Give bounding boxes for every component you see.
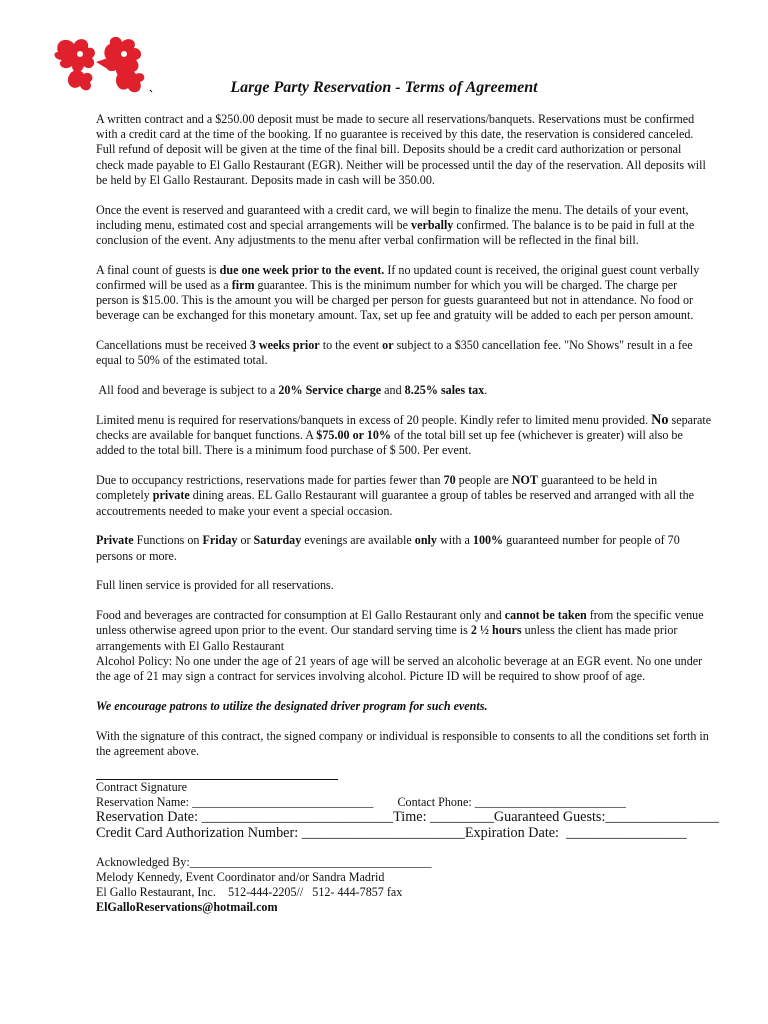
paragraph-limited-menu <box>96 413 712 459</box>
paragraph-text: confirmed. The balance is to be paid in full at the conclusion of the event. Any adjustments to the menu after verbal confirmation will be reflected in the final bill. <box>96 217 695 248</box>
reservation-name-field[interactable]: ______________________________ <box>192 795 374 810</box>
paragraph-text: If no updated count is received, the original guest count verbally confirmed will be used as a <box>96 262 700 293</box>
emphasis-text: or <box>382 338 394 353</box>
coordinator-name: Melody Kennedy, Event Coordinator and/or Sandra Madrid <box>96 870 385 885</box>
emphasis-text: No <box>651 412 669 429</box>
paragraph-text: evenings are available <box>301 533 415 548</box>
guaranteed-guests-field[interactable]: ___________ <box>605 809 684 826</box>
emphasis-text: due one week prior to the event. <box>219 262 385 277</box>
emphasis-text: Friday <box>202 533 238 548</box>
emphasis-text: 20% Service charge <box>278 383 382 398</box>
paragraph-signature-consent <box>96 729 712 759</box>
paragraph-guest-count <box>96 263 712 324</box>
paragraph-occupancy <box>96 473 712 519</box>
paragraph-text: dining areas. EL Gallo Restaurant will guarantee a group of tables be reserved and arranged with all the accoutrements needed to make your event a special occasion. <box>96 488 694 518</box>
paragraph-text: and <box>381 383 405 398</box>
paragraph-text: Due to occupancy restrictions, reservations made for parties fewer than <box>96 473 444 488</box>
paragraph-text: people are <box>455 473 512 488</box>
reservation-name-row <box>96 795 712 810</box>
contact-phone-field[interactable]: _________________________ <box>474 795 626 810</box>
paragraph-text: guarantee. This is the minimum number for which you will be charged. The charge per person is $15.00. This is the amount you will be charged per person for guests guaranteed but not in attendance. No food or beverage can be exchanged for this monetary amount. Tax, set up fee and gratuity will be added to each per person amount. <box>96 278 694 323</box>
guaranteed-guests-label: Guaranteed Guests: <box>493 809 606 826</box>
signature-form <box>96 779 719 916</box>
credit-card-label: Credit Card Authorization Number: <box>96 824 302 841</box>
paragraph-text: to the event <box>319 338 383 353</box>
alcohol-policy-text: Alcohol Policy: No one under the age of 21 years of age will be served an alcoholic beverage at an EGR event. No one under the age of 21 may sign a contract for services involving alcohol. Picture ID will be required to show proof of age. <box>96 653 703 684</box>
paragraph-text: guaranteed number for people of 70 persons or more. <box>96 533 680 563</box>
paragraph-text: separate checks are available for banquet functions. A <box>96 413 712 443</box>
paragraph-text: Functions on <box>133 533 203 548</box>
emphasis-text: only <box>414 533 437 548</box>
paragraph-text: guaranteed to be held in completely <box>96 473 658 503</box>
acknowledged-row <box>96 855 712 870</box>
emphasis-text: 3 weeks prior <box>249 338 320 353</box>
reservation-date-label: Reservation Date: <box>96 809 202 826</box>
paragraph-text: or <box>237 533 254 548</box>
reservation-date-field[interactable]: _________________________ <box>201 809 379 826</box>
emphasis-text: Private <box>96 533 134 548</box>
page-title: Large Party Reservation - Terms of Agreement <box>230 79 538 96</box>
emphasis-text: 8.25% sales tax <box>404 383 485 398</box>
emphasis-text: cannot be taken <box>504 608 587 623</box>
reservation-email-link[interactable]: ElGalloReservations@hotmail.com <box>96 900 278 915</box>
contact-phone-label: Contact Phone: <box>397 795 475 810</box>
emphasis-text: 70 <box>443 473 456 488</box>
paragraph-text: unless the client has made prior arrangements with El Gallo Restaurant <box>96 623 678 653</box>
agreement-body <box>96 112 719 916</box>
designated-driver-note: We encourage patrons to utilize the designated driver program for such events. <box>96 698 488 713</box>
emphasis-text: private <box>152 488 190 503</box>
reservation-name-label: Reservation Name: <box>96 795 193 810</box>
paragraph-deposit <box>96 112 712 188</box>
paragraph-text: Limited menu is required for reservations/banquets in excess of 20 people. Kindly refer to limited menu provided. <box>96 413 652 428</box>
paragraph-text: With the signature of this contract, the signed company or individual is responsible to consents to all the conditions set forth in the agreement above. <box>96 728 709 758</box>
emphasis-text: firm <box>231 278 255 293</box>
credit-card-field[interactable]: _______________________ <box>301 824 465 841</box>
time-label: __Time: <box>378 809 431 826</box>
emphasis-text: NOT <box>511 473 538 488</box>
paragraph-linen <box>96 578 712 593</box>
expiration-date-field[interactable]: _________________ <box>566 824 687 841</box>
paragraph-text: Food and beverages are contracted for consumption at El Gallo Restaurant only and <box>96 608 505 623</box>
emphasis-text: verbally <box>411 217 454 232</box>
paragraph-private-functions <box>96 533 712 563</box>
contract-signature-label: Contract Signature <box>96 780 188 795</box>
credit-card-row <box>96 826 712 841</box>
acknowledged-field[interactable]: ________________________________________ <box>189 854 432 869</box>
paragraph-text: Cancellations must be received <box>96 338 250 353</box>
paragraph-menu <box>96 203 712 249</box>
emphasis-text: $75.00 or 10% <box>316 428 391 443</box>
paragraph-text: A final count of guests is <box>96 262 220 277</box>
expiration-date-label: Expiration Date: <box>464 824 567 841</box>
paragraph-food-alcohol <box>96 608 712 684</box>
paragraph-text: of the total bill set up fee (whichever is greater) will also be added to the total bill. There is a minimum food purchase of $ 500. Per event. <box>96 428 683 458</box>
paragraph-text: Full linen service is provided for all reservations. <box>96 578 334 593</box>
emphasis-text: 100% <box>472 533 504 548</box>
paragraph-text: subject to a $350 cancellation fee. "No Shows" result in a fee equal to 50% of the estimated total. <box>96 338 693 368</box>
paragraph-text: All food and beverage is subject to a <box>96 383 279 398</box>
paragraph-text: from the specific venue unless otherwise agreed upon prior to the event. Our standard serving time is <box>96 608 704 638</box>
acknowledged-label: Acknowledged By: <box>96 854 190 869</box>
paragraph-cancellations <box>96 338 712 368</box>
paragraph-text: with a <box>436 533 473 548</box>
paragraph-text: . <box>484 383 488 398</box>
company-contact: El Gallo Restaurant, Inc. 512-444-2205// 512- 444-7857 fax <box>96 885 403 900</box>
emphasis-text: Saturday <box>253 533 302 548</box>
reservation-date-row <box>96 809 719 826</box>
time-field[interactable]: _________ <box>430 809 494 826</box>
guaranteed-guests-tail: _____ <box>683 809 719 826</box>
paragraph-service-charge <box>96 383 712 398</box>
paragraph-text: Once the event is reserved and guaranteed with a credit card, we will begin to finalize the menu. The details of your event, including menu, estimated cost and special arrangements will be <box>96 202 689 232</box>
paragraph-text: A written contract and a $250.00 deposit must be made to secure all reservations/banquets. Reservations must be confirmed with a credit card at the time of the booking. If no guarantee is received by this date, the reservation is considered canceled. Full refund of deposit will be given at the time of the final bill. Deposits should be a credit card authorization or personal check made payable to El Gallo Restaurant (EGR). Neither will be processed until the day of the reservation. All deposits will be held by El Gallo Restaurant. Deposits made in cash will be 350.00. <box>96 112 706 187</box>
emphasis-text: 2 ½ hours <box>470 623 522 638</box>
